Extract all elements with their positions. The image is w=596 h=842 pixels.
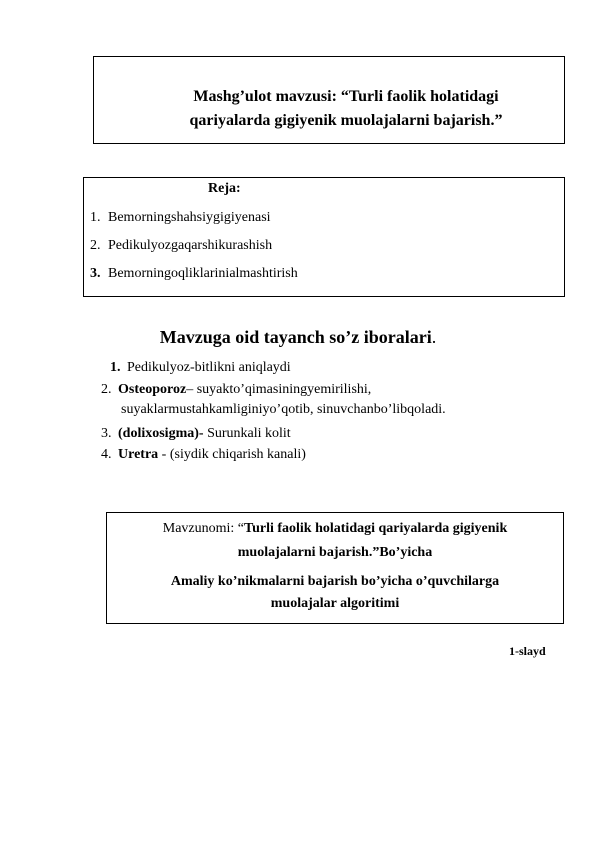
lesson-title-line-1: Mashg’ulot mavzusi: “Turli faolik holatidagi [193,88,499,105]
keyword-text: Surunkali kolit [203,426,291,441]
keyword-number: 3. [101,426,112,441]
keyword-text-continuation: suyaklarmustahkamliginiyo’qotib, sinuvchanbo’libqoladi. [121,402,446,417]
keyword-item [101,380,521,420]
topic-title-part-2: muolajalarni bajarish.”Bo’yicha [237,545,433,560]
keyword-term: Uretra [118,447,159,462]
topic-box [106,512,564,624]
plan-item [90,238,272,254]
keyword-number: 4. [101,447,112,462]
keyword-text: - (siydik chiqarish kanali) [158,447,306,462]
plan-heading: Reja: [208,181,241,196]
topic-subtitle-line-2: muolajalar algoritimi [270,596,400,611]
lesson-title [94,85,564,133]
topic-prefix: Mavzunomi: “ [162,521,245,536]
plan-item-text: Bemorningshahsiygigiyenasi [108,210,271,225]
topic-subtitle-line-1: Amaliy ko’nikmalarni bajarish bo’yicha o’quvchilarga [170,574,500,589]
plan-item-number: 3. [90,266,101,281]
lesson-title-line-2: qariyalarda gigiyenik muolajalarni bajarish.” [189,112,503,129]
plan-item-number: 1. [90,210,101,225]
keywords-heading [0,327,596,348]
keyword-item [110,358,291,378]
keyword-item [101,445,306,465]
keyword-item [101,424,291,444]
keywords-heading-dot: . [431,327,437,347]
keyword-text: – suyakto’qimasiningyemirilishi, [186,382,372,397]
slide-number: 1-slayd [509,644,546,658]
keywords-heading-text: Mavzuga oid tayanch so’z iboralari [159,327,432,347]
plan-item-text: Bemorningoqliklarinialmashtirish [108,266,298,281]
keyword-number: 1. [110,360,121,375]
keyword-term: Osteoporoz [118,382,187,397]
plan-item [90,210,271,226]
lesson-title-box [93,56,565,144]
keyword-number: 2. [101,382,112,397]
keyword-term: (dolixosigma)- [118,426,204,441]
plan-item-text: Pedikulyozgaqarshikurashish [108,238,273,253]
plan-box [83,177,565,297]
plan-item-number: 2. [90,238,101,253]
plan-item [90,266,298,282]
topic-name [107,517,563,565]
topic-subtitle [107,571,563,615]
keyword-text: Pedikulyoz-bitlikni aniqlaydi [127,360,291,375]
topic-title-part-1: Turli faolik holatidagi qariyalarda gigiyenik [244,521,508,536]
